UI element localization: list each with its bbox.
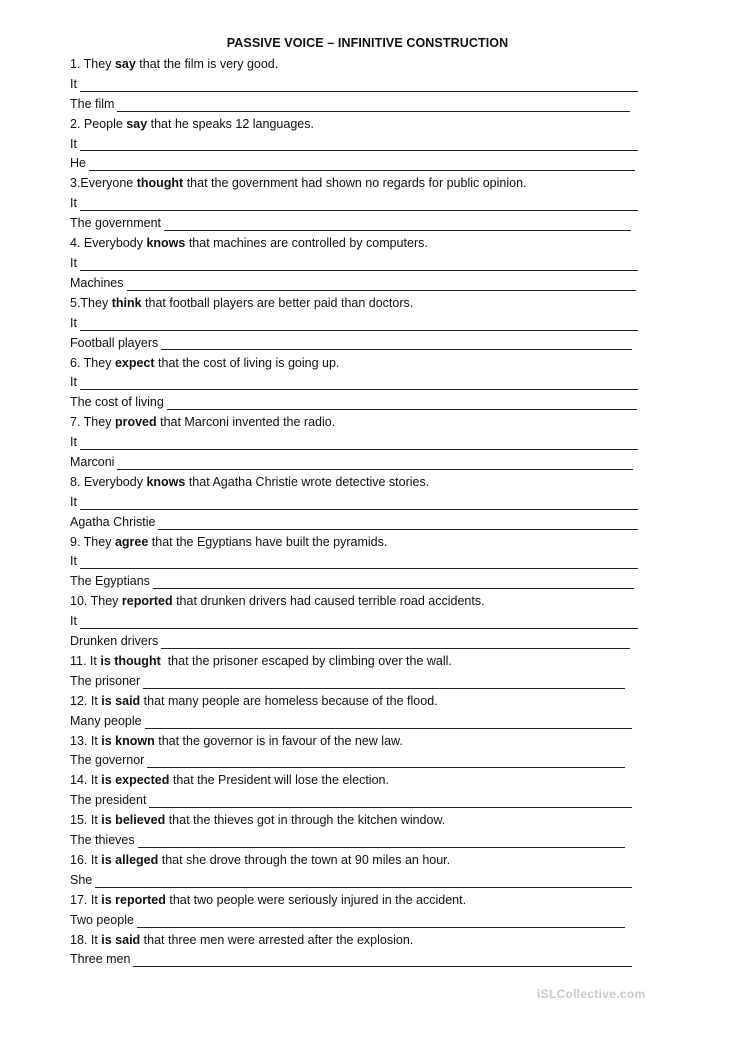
- prompt-keyword: knows: [146, 236, 186, 251]
- prompt-text: 12. It: [70, 693, 102, 708]
- prompt-text: that Agatha Christie wrote detective stories.: [185, 474, 430, 489]
- answer-starter: Drunken drivers: [70, 634, 159, 649]
- answer-starter: It: [70, 554, 77, 569]
- prompt-keyword: say: [126, 116, 148, 131]
- exercise-prompt: [70, 294, 645, 314]
- answer-row: [70, 314, 645, 334]
- answer-starter: It: [70, 76, 77, 91]
- prompt-keyword: knows: [146, 474, 186, 489]
- answer-line[interactable]: [145, 713, 632, 729]
- answer-row: [70, 552, 645, 572]
- answer-starter: It: [70, 196, 77, 211]
- prompt-text: 3.Everyone: [70, 176, 137, 191]
- watermark: iSLCollective.com: [537, 987, 646, 1001]
- answer-row: [70, 274, 645, 294]
- exercise-prompt: [70, 732, 645, 752]
- answer-line[interactable]: [137, 912, 625, 928]
- answer-row: [70, 751, 645, 771]
- answer-line[interactable]: [80, 255, 638, 271]
- prompt-keyword: proved: [114, 415, 157, 430]
- answer-line[interactable]: [158, 514, 638, 530]
- exercise-prompt: [70, 851, 645, 871]
- answer-line[interactable]: [164, 215, 631, 231]
- answer-starter: She: [70, 872, 93, 887]
- answer-starter: It: [70, 255, 77, 270]
- prompt-text: that the President will lose the election.: [169, 773, 389, 788]
- exercise-prompt: [70, 354, 645, 374]
- answer-starter: The thieves: [70, 833, 135, 848]
- answer-starter: Three men: [70, 952, 131, 967]
- prompt-keyword: is said: [101, 693, 141, 708]
- prompt-text: 11. It: [70, 654, 101, 668]
- prompt-keyword: say: [114, 57, 136, 71]
- answer-row: [70, 194, 645, 214]
- answer-row: [70, 612, 645, 632]
- exercise-prompt: [70, 592, 645, 612]
- prompt-keyword: thought: [136, 176, 184, 191]
- answer-line[interactable]: [161, 633, 630, 649]
- exercise-prompt: [70, 771, 645, 791]
- answer-row: [70, 950, 645, 970]
- answer-starter: Marconi: [70, 454, 115, 469]
- exercise-item: [70, 234, 645, 294]
- answer-starter: Machines: [70, 275, 124, 290]
- prompt-keyword: is alleged: [101, 853, 159, 867]
- answer-row: [70, 214, 645, 234]
- exercise-item: [70, 652, 645, 692]
- exercise-item: [70, 413, 645, 473]
- answer-line[interactable]: [147, 752, 625, 768]
- exercise-prompt: [70, 115, 645, 135]
- answer-row: [70, 712, 645, 732]
- exercise-item: [70, 592, 645, 652]
- prompt-keyword: is known: [101, 733, 155, 748]
- exercise-prompt: [70, 174, 645, 194]
- answer-row: [70, 632, 645, 652]
- prompt-text: 9. They: [70, 534, 115, 549]
- prompt-keyword: is said: [101, 932, 141, 947]
- prompt-text: 4. Everybody: [70, 236, 147, 251]
- answer-starter: Many people: [70, 713, 142, 728]
- answer-line[interactable]: [149, 792, 632, 808]
- answer-row: [70, 453, 645, 473]
- answer-starter: The president: [70, 793, 147, 808]
- prompt-text: 13. It: [70, 733, 102, 748]
- exercise-prompt: [70, 652, 645, 672]
- prompt-keyword: is believed: [101, 813, 166, 828]
- answer-starter: The Egyptians: [70, 574, 150, 589]
- prompt-text: 1. They: [70, 57, 115, 71]
- answer-starter: The cost of living: [70, 395, 164, 410]
- answer-line[interactable]: [80, 315, 638, 331]
- answer-row: [70, 433, 645, 453]
- exercise-item: [70, 294, 645, 354]
- prompt-text: that drunken drivers had caused terrible road accidents.: [172, 594, 485, 609]
- answer-starter: It: [70, 136, 77, 151]
- answer-line[interactable]: [167, 394, 637, 410]
- answer-line[interactable]: [95, 872, 632, 888]
- answer-starter: The prisoner: [70, 673, 141, 688]
- exercise-prompt: [70, 413, 645, 433]
- exercise-item: [70, 891, 645, 931]
- prompt-text: 18. It: [70, 932, 102, 947]
- answer-starter: It: [70, 614, 77, 629]
- prompt-text: 5.They: [70, 295, 112, 310]
- answer-line[interactable]: [127, 275, 636, 291]
- answer-row: [70, 493, 645, 513]
- exercise-prompt: [70, 533, 645, 553]
- exercise-prompt: [70, 55, 645, 75]
- exercise-item: [70, 732, 645, 772]
- answer-line[interactable]: [117, 96, 630, 112]
- answer-line[interactable]: [117, 454, 633, 470]
- answer-row: [70, 572, 645, 592]
- answer-line[interactable]: [161, 334, 632, 350]
- prompt-text: that the prisoner escaped by climbing over the wall.: [160, 654, 452, 668]
- exercise-item: [70, 533, 645, 593]
- answer-row: [70, 334, 645, 354]
- prompt-text: 10. They: [70, 594, 122, 609]
- prompt-text: that the governor is in favour of the new law.: [154, 733, 403, 748]
- page-title: PASSIVE VOICE – INFINITIVE CONSTRUCTION: [226, 36, 509, 50]
- answer-line[interactable]: [80, 613, 638, 629]
- prompt-text: that many people are homeless because of the flood.: [140, 693, 438, 708]
- answer-line[interactable]: [80, 195, 638, 211]
- answer-starter: Two people: [70, 912, 134, 927]
- prompt-text: 15. It: [70, 813, 102, 828]
- answer-row: [70, 254, 645, 274]
- answer-line[interactable]: [80, 374, 638, 390]
- answer-line[interactable]: [133, 951, 632, 967]
- prompt-keyword: expect: [114, 355, 155, 370]
- exercise-prompt: [70, 473, 645, 493]
- answer-starter: It: [70, 375, 77, 390]
- exercise-item: [70, 931, 645, 971]
- exercise-item: [70, 771, 645, 811]
- exercise-prompt: [70, 811, 645, 831]
- exercise-item: [70, 115, 645, 175]
- answer-row: [70, 672, 645, 692]
- prompt-keyword: is reported: [101, 892, 166, 907]
- prompt-text: 16. It: [70, 853, 102, 867]
- exercise-item: [70, 55, 645, 115]
- answer-line[interactable]: [80, 494, 638, 510]
- exercise-prompt: [70, 234, 645, 254]
- prompt-text: that three men were arrested after the explosion.: [140, 932, 414, 947]
- answer-row: [70, 831, 645, 851]
- answer-starter: It: [70, 494, 77, 509]
- answer-line[interactable]: [80, 553, 638, 569]
- prompt-keyword: is thought: [100, 654, 161, 668]
- exercise-item: [70, 811, 645, 851]
- exercise-item: [70, 174, 645, 234]
- prompt-text: that two people were seriously injured in the accident.: [165, 892, 467, 907]
- exercise-prompt: [70, 692, 645, 712]
- answer-row: [70, 871, 645, 891]
- prompt-text: that Marconi invented the radio.: [156, 415, 336, 430]
- prompt-text: that the government had shown no regards for public opinion.: [183, 176, 527, 191]
- answer-starter: The government: [70, 216, 162, 231]
- exercise-item: [70, 851, 645, 891]
- prompt-text: 17. It: [70, 892, 102, 907]
- prompt-text: 2. People: [70, 116, 127, 131]
- answer-starter: It: [70, 315, 77, 330]
- prompt-text: 6. They: [70, 355, 115, 370]
- prompt-keyword: reported: [121, 594, 173, 609]
- answer-row: [70, 154, 645, 174]
- prompt-text: that machines are controlled by computers.: [185, 236, 428, 251]
- answer-row: [70, 373, 645, 393]
- answer-line[interactable]: [153, 573, 634, 589]
- answer-starter: Football players: [70, 335, 159, 350]
- exercise-prompt: [70, 891, 645, 911]
- exercise-item: [70, 692, 645, 732]
- answer-row: [70, 135, 645, 155]
- prompt-text: that the film is very good.: [135, 57, 279, 71]
- prompt-text: that football players are better paid than doctors.: [141, 295, 414, 310]
- answer-starter: It: [70, 435, 77, 450]
- answer-line[interactable]: [138, 832, 625, 848]
- answer-line[interactable]: [80, 434, 638, 450]
- answer-line[interactable]: [143, 673, 625, 689]
- answer-row: [70, 911, 645, 931]
- answer-starter: He: [70, 156, 86, 171]
- prompt-keyword: agree: [114, 534, 149, 549]
- answer-line[interactable]: [80, 135, 638, 151]
- prompt-text: 8. Everybody: [70, 474, 147, 489]
- exercise-item: [70, 354, 645, 414]
- answer-row: [70, 75, 645, 95]
- answer-line[interactable]: [80, 76, 638, 92]
- answer-row: [70, 791, 645, 811]
- answer-row: [70, 95, 645, 115]
- prompt-text: that she drove through the town at 90 miles an hour.: [158, 853, 451, 867]
- answer-starter: Agatha Christie: [70, 514, 156, 529]
- exercise-item: [70, 473, 645, 533]
- exercise-prompt: [70, 931, 645, 951]
- prompt-keyword: is expected: [101, 773, 170, 788]
- answer-row: [70, 393, 645, 413]
- prompt-text: that the Egyptians have built the pyramids.: [148, 534, 388, 549]
- prompt-text: that he speaks 12 languages.: [147, 116, 314, 131]
- prompt-text: that the thieves got in through the kitchen window.: [165, 813, 446, 828]
- answer-row: [70, 513, 645, 533]
- prompt-keyword: think: [111, 295, 142, 310]
- answer-line[interactable]: [89, 155, 635, 171]
- answer-starter: The governor: [70, 753, 145, 768]
- answer-starter: The film: [70, 96, 115, 111]
- prompt-text: 7. They: [70, 415, 115, 430]
- prompt-text: that the cost of living is going up.: [154, 355, 340, 370]
- prompt-text: 14. It: [70, 773, 102, 788]
